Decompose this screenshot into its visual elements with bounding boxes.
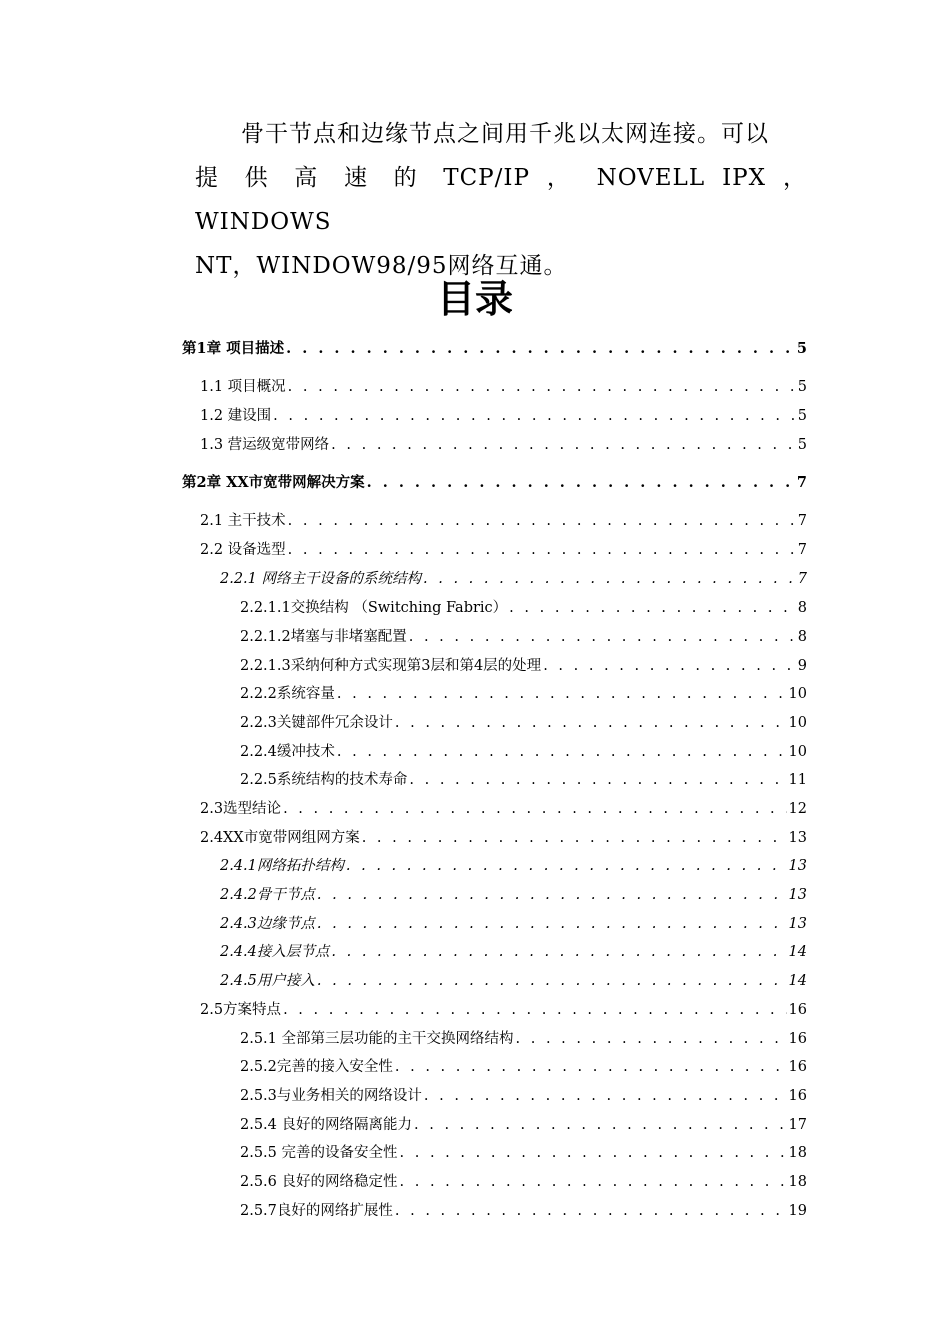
toc-dot-leader [367,470,795,496]
toc-entry[interactable] [220,911,807,937]
toc-entry[interactable] [240,595,807,621]
toc-entry[interactable] [220,882,807,908]
toc-page-number: 13 [788,830,807,846]
toc-dot-leader [283,997,786,1023]
toc-entry-title: 2.4.1网络拓扑结构 [220,858,344,874]
toc-entry-title: 2.4.4接入层节点 [220,944,330,960]
toc-entry[interactable] [240,681,807,707]
toc-entry-title: 2.1 主干技术 [200,513,286,529]
toc-page-number: 13 [788,887,807,903]
toc-dot-leader [395,710,787,736]
toc-entry[interactable] [240,624,807,650]
toc-page-number: 7 [797,513,807,529]
toc-entry[interactable] [240,1026,807,1052]
toc-page-number: 7 [797,571,807,587]
toc-entry-title: 2.4.5用户接入 [220,973,315,989]
toc-entry-title: 1.2 建设围 [200,408,272,424]
toc-title: 目录 [436,277,513,321]
toc-entry[interactable] [200,432,807,458]
toc-entry-title: 2.5.3与业务相关的网络设计 [240,1088,422,1104]
toc-page-number: 8 [797,629,807,645]
toc-page-number: 5 [796,340,807,357]
toc-entry[interactable] [200,537,807,563]
toc-entry-title: 2.2.1 网络主干设备的系统结构 [220,571,422,587]
toc-entry-title: 2.4.2骨干节点 [220,887,315,903]
toc-dot-leader [423,566,796,592]
toc-page-number: 5 [797,437,807,453]
toc-page-number: 14 [788,944,807,960]
toc-page-number: 10 [788,744,807,760]
toc-entry[interactable] [240,1198,807,1224]
toc-entry[interactable] [220,566,807,592]
toc-dot-leader [337,739,787,765]
toc-page-number: 7 [797,542,807,558]
toc-dot-leader [288,537,796,563]
toc-entry[interactable] [200,796,807,822]
toc-entry-title: 第1章 项目描述 [182,340,285,357]
toc-entry[interactable] [240,767,807,793]
toc-entry-title: 2.2.5系统结构的技术寿命 [240,772,408,788]
toc-entry-title: 2.2.1.1交换结构 （Switching Fabric） [240,600,508,616]
toc-dot-leader [362,825,787,851]
toc-dot-leader [283,796,786,822]
toc-dot-leader [346,853,787,879]
toc-page-number: 5 [797,379,807,395]
toc-entry[interactable] [240,1054,807,1080]
toc-page-number: 7 [796,474,807,491]
toc-page-number: 10 [788,686,807,702]
toc-entry-title: 2.5.1 全部第三层功能的主干交换网络结构 [240,1031,514,1047]
toc-entry[interactable] [220,853,807,879]
toc-dot-leader [509,595,796,621]
toc-entry-title: 2.5.2完善的接入安全性 [240,1059,393,1075]
toc-entry[interactable] [240,1112,807,1138]
toc-page-number: 13 [788,858,807,874]
toc-page-number: 18 [788,1145,807,1161]
toc-dot-leader [424,1083,787,1109]
intro-line-1: 骨干节点和边缘节点之间用千兆以太网连接。可以 [241,121,769,147]
toc-dot-leader [543,653,796,679]
toc-page-number: 8 [797,600,807,616]
toc-page-number: 9 [797,658,807,674]
intro-paragraph [195,112,807,288]
toc-entry-title: 1.3 营运级宽带网络 [200,437,330,453]
toc-entry-title: 2.4.3边缘节点 [220,916,315,932]
toc-dot-leader [273,403,796,429]
toc-entry-title: 第2章 XX市宽带网解决方案 [182,474,365,491]
toc-entry[interactable] [200,825,807,851]
toc-dot-leader [395,1198,787,1224]
toc-entry-title: 1.1 项目概况 [200,379,286,395]
toc-entry-title: 2.3选型结论 [200,801,282,817]
toc-dot-leader [400,1169,787,1195]
toc-entry-title: 2.5.4 良好的网络隔离能力 [240,1117,413,1133]
toc-dot-leader [400,1140,787,1166]
toc-dot-leader [317,882,787,908]
toc-entry-title: 2.5.6 良好的网络稳定性 [240,1174,398,1190]
toc-entry[interactable] [200,374,807,400]
toc-dot-leader [317,968,787,994]
toc-dot-leader [288,374,796,400]
toc-entry[interactable] [240,710,807,736]
toc-page-number: 16 [788,1031,807,1047]
toc-entry[interactable] [240,653,807,679]
toc-entry-title: 2.2.2系统容量 [240,686,335,702]
toc-entry[interactable] [220,968,807,994]
toc-page-number: 16 [788,1088,807,1104]
toc-dot-leader [409,624,796,650]
toc-entry[interactable] [182,470,807,496]
toc-entry-title: 2.5方案特点 [200,1002,282,1018]
toc-entry-title: 2.5.7良好的网络扩展性 [240,1203,393,1219]
toc-entry[interactable] [240,1140,807,1166]
toc-entry[interactable] [240,1169,807,1195]
toc-entry[interactable] [240,739,807,765]
toc-entry-title: 2.5.5 完善的设备安全性 [240,1145,398,1161]
toc-page-number: 10 [788,715,807,731]
toc-entry-title: 2.2.1.3采纳何种方式实现第3层和第4层的处理 [240,658,542,674]
toc-page-number: 16 [788,1002,807,1018]
toc-page-number: 12 [788,801,807,817]
toc-dot-leader [337,681,787,707]
toc-entry[interactable] [200,403,807,429]
intro-line-3: NT，WINDOW98/95网络互通。 [195,253,568,279]
toc-page-number: 19 [788,1203,807,1219]
toc-page-number: 13 [788,916,807,932]
toc-entry-title: 2.2 设备选型 [200,542,286,558]
toc-dot-leader [317,911,787,937]
toc-entry-title: 2.2.4缓冲技术 [240,744,335,760]
toc-page-number: 14 [788,973,807,989]
toc-page-number: 5 [797,408,807,424]
toc-entry[interactable] [182,336,807,362]
toc-dot-leader [409,767,786,793]
toc-dot-leader [286,336,795,362]
toc-entry-title: 2.2.1.2堵塞与非堵塞配置 [240,629,407,645]
toc-entry[interactable] [200,508,807,534]
toc-entry[interactable] [220,939,807,965]
toc-dot-leader [414,1112,787,1138]
toc-dot-leader [331,939,786,965]
toc-entry-title: 2.4XX市宽带网组网方案 [200,830,360,846]
toc-entry-title: 2.2.3关键部件冗余设计 [240,715,393,731]
toc-page-number: 11 [788,772,807,788]
toc-dot-leader [395,1054,787,1080]
toc-page-number: 17 [788,1117,807,1133]
toc-page-number: 16 [788,1059,807,1075]
toc-entry[interactable] [200,997,807,1023]
intro-line-2: 提 供 高 速 的 TCP/IP ， NOVELL IPX ， WINDOWS [195,165,807,235]
toc-page-number: 18 [788,1174,807,1190]
toc-entry[interactable] [240,1083,807,1109]
toc-dot-leader [331,432,796,458]
toc-dot-leader [288,508,796,534]
toc-dot-leader [516,1026,787,1052]
